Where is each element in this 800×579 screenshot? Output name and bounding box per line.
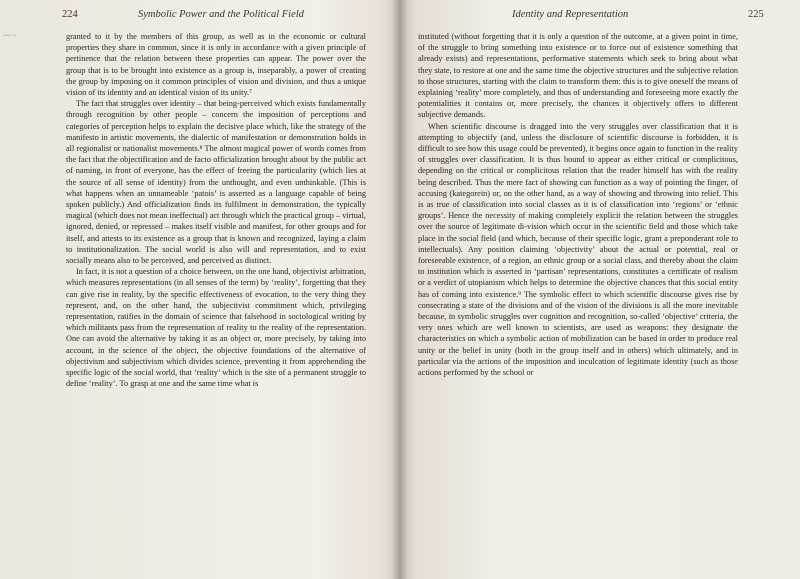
body-text: [418, 31, 738, 378]
paragraph: When scientific discourse is dragged into the very struggles over classification that it is attempting to objectify (and, unless the disclosure of scientific discourse is forbidden, it is difficult to see how this usage could be prevented), it begins once again to function in the reality of struggles over classification. It is thus bound to appear as either critical or complicitous, depending on the critical or complicitous relation that the reader himself has with the reality being described. Thus the mere fact of showing can function as a way of pointing the finger, of accusing (kategorein) or, on the other hand, as a way of showing and throwing into relief. This is as true of classification into social classes as it is of classification into ‘regions’ or ‘ethnic groups’. Hence the necessity of making completely explicit the relation between the struggles over the source of legitimate di-vision which occur in the scientific field and those which take place in the social field (and which, because of their specific logic, grant a preponderant role to intellectuals). Any position claiming ‘objectivity’ about the actual or potential, real or foreseeable existence, of a region, an ethnic group or a social class, and thereby about the claim to institution which is asserted in ‘partisan’ representations, constitutes a certificate of realism or a verdict of utopianism which helps to determine the objective chances that this social entity has of coming into existence.⁹ The symbolic effect to which scientific discourse gives rise by consecrating a state of the divisions and of the vision of the divisions is all the more inevitable because, in symbolic struggles over cognition and recognition, so-called ‘objective’ criteria, the very ones which are well known to scientists, are used as weapons: they designate the characteristics on which a symbolic action of mobilization can be based in order to produce real unity or the belief in unity (both in the group itself and in others) which ultimately, and in particular via the actions of the imposition and inculcation of legitimate identity (such as those actions performed by the school or: [418, 121, 738, 378]
page-number: 224: [62, 9, 78, 20]
paragraph: In fact, it is not a question of a choice between, on the one hand, objectivist arbitration, which measures representations (in all senses of the term) by ‘reality’, forgetting that they can give rise in reality, by the specific effectiveness of evocation, to the very thing they represent, and, on the other hand, the subjectivist commitment which, privileging representation, ratifies in the domain of science that falsehood in sociological writing by which militants pass from the representation of reality to the reality of the representation. One can avoid the alternative by taking it as an object or, more precisely, by taking into account, in the science of the object, the objective foundations of the alternative of objectivism and subjectivism which divides science, preventing it from apprehending the specific logic of the social world, that ‘reality’ which is the site of a permanent struggle to define ‘reality’. To grasp at one and the same time what is: [66, 267, 366, 389]
running-head: Symbolic Power and the Political Field: [138, 9, 304, 20]
left-page: [0, 0, 396, 579]
paragraph: instituted (without forgetting that it is only a question of the outcome, at a given point in time, of the struggle to bring something into existence or to force out of existence something that already exists) and representations, performative statements which seek to bring about what they state, to restore at one and the same time the objective structures and the subjective relation to those structures, starting with the claim to transform them: this is to give oneself the means of explaining ‘reality’ more completely, and thus of understanding and foreseeing more exactly the potentialities it contains or, more precisely, the chances it objectively offers to different subjective demands.: [418, 32, 738, 120]
pencil-margin-mark: ~~ ~: [3, 32, 17, 40]
page-number: 225: [748, 9, 764, 20]
running-head: Identity and Representation: [512, 9, 629, 20]
paragraph: The fact that struggles over identity – that being-perceived which exists fundamentally through recognition by other people – concern the imposition of perceptions and categories of perception helps to explain the decisive place which, like the strategy of the manifesto in artistic movements, the dialectic of manifestation or demonstration holds in all regionalist or nationalist movements.⁸ The almost magical power of words comes from the fact that the objectification and de facto officialization brought about by the public act of naming, in front of everyone, has the effect of freeing the particularity (which lies at the source of all sense of identity) from the unthought, and even unthinkable. (This is what happens when an unnameable ‘patois’ is asserted as a language capable of being spoken publicly.) And officialization finds its fulfilment in demonstration, the typically magical (which does not mean ineffectual) act through which the practical group – virtual, ignored, denied, or repressed – makes itself visible and manifest, for other groups and for itself, and attests to its existence as a group that is known and recognized, laying a claim to institutionalization. The social world is also will and representation, and to exist socially means also to be perceived, and perceived as distinct.: [66, 99, 366, 266]
paragraph: granted to it by the members of this group, as well as in the economic or cultural properties they share in common, since it is only in accordance with a given principle of pertinence that the relation between these properties can appear. The power over the group that is to be brought into existence as a group is, inseparably, a power of creating the group by imposing on it common principles of vision and division, and thus a unique vision of its identity and an identical vision of its unity.⁷: [66, 32, 366, 98]
body-text: [66, 31, 366, 390]
right-page: [404, 0, 800, 579]
